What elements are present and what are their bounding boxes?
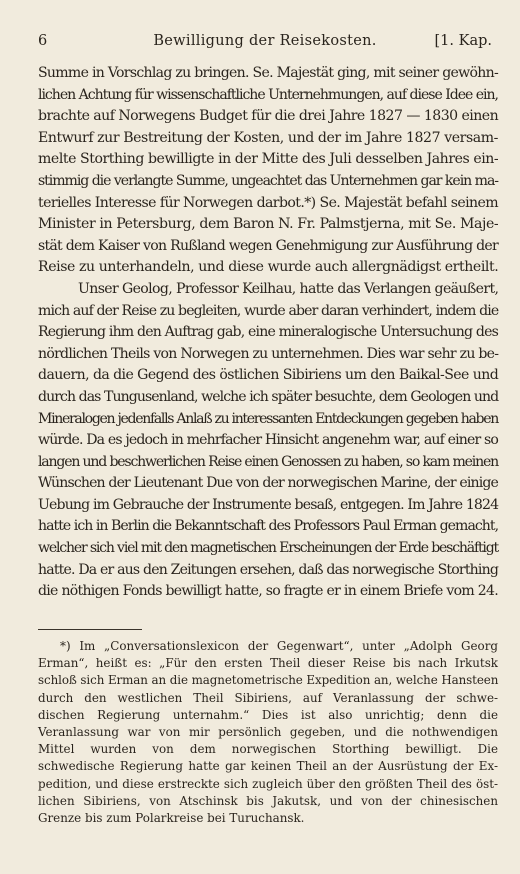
footnote-line: schloß sich Erman an die magnetometrische Expedition an, welche Hansteen [38,673,499,688]
footnote [38,638,498,827]
footnote-line: Mittel wurden von dem norwegischen Storthing bewilligt. Die [38,742,498,757]
text-line: melte Storthing bewilligte in der Mitte des Juli desselben Jahres ein- [38,151,499,168]
text-line: welcher sich viel mit den magnetischen Erscheinungen der Erde beschäftigt [38,540,498,557]
text-line: stimmig die verlangte Summe, ungeachtet das Unternehmen gar kein ma- [38,172,498,189]
footnote-divider [38,629,142,630]
text-line: Unser Geolog, Professor Keilhau, hatte das Verlangen geäußert, [78,280,499,297]
text-line: langen und beschwerlichen Reise einen Genossen zu haben, so kam meinen [38,453,498,470]
running-head: Bewilligung der Reisekosten. [153,33,377,49]
text-line: brachte auf Norwegens Budget für die drei Jahre 1827 — 1830 einen [38,108,499,125]
footnote-line: Erman“, heißt es: „Für den ersten Theil dieser Reise bis nach Irkutsk [38,656,498,671]
footnote-line: dischen Regierung unternahm.“ Dies ist also unrichtig; denn die [38,707,498,722]
text-line: Summe in Vorschlag zu bringen. Se. Majestät ging, mit seiner gewöhn- [38,65,498,81]
footnote-line: durch den westlichen Theil Sibiriens, auf Veranlassung der schwe- [38,690,498,705]
text-line: hatte ich in Berlin die Bekanntschaft des Professors Paul Erman gemacht, [38,518,499,535]
text-line: nördlichen Theils von Norwegen zu unternehmen. Dies war sehr zu be- [38,345,499,362]
text-line: würde. Da es jedoch in mehrfacher Hinsicht angenehm war, auf einer so [38,432,498,449]
text-line: Regierung ihm den Auftrag gab, eine mineralogische Untersuchung des [38,324,498,341]
text-line: dauern, da die Gegend des östlichen Sibiriens um den Baikal-See und [38,367,499,384]
text-line: terielles Interesse für Norwegen darbot.*) Se. Majestät befahl seinem [38,194,498,211]
footnote-line: pedition, und diese erstreckte sich zugleich über den größten Theil des öst- [38,776,498,791]
page-header [38,30,492,52]
footnote-line: Grenze bis zum Polarkreise bei Turuchansk. [38,810,305,825]
text-line: stät dem Kaiser von Rußland wegen Genehmigung zur Ausführung der [38,237,498,254]
footnote-line: lichen Sibiriens, von Atschinsk bis Jakutsk, und von der chinesischen [38,793,498,808]
main-text [38,63,498,603]
text-line: Mineralogen jedenfalls Anlaß zu interessanten Entdeckungen gegeben haben [38,410,498,427]
text-line: Entwurf zur Bestreitung der Kosten, und der im Jahre 1827 versam- [38,129,498,146]
text-line: hatte. Da er aus den Zeitungen ersehen, daß das norwegische Storthing [38,561,499,578]
page-number: 6 [38,33,48,49]
footnote-line: schwedische Regierung hatte gar keinen Theil an der Ausrüstung der Ex- [38,759,498,774]
text-line: durch das Tungusenland, welche ich später besuchte, dem Geologen und [38,388,499,405]
text-line: die nöthigen Fonds bewilligt hatte, so fragte er in einem Briefe vom 24. [38,583,498,600]
text-line: Wünschen der Lieutenant Due von der norwegischen Marine, der einige [38,475,498,492]
text-line: Uebung im Gebrauche der Instrumente besaß, entgegen. Im Jahre 1824 [38,496,499,513]
footnote-line: *) Im „Conversationslexicon der Gegenwart“, unter „Adolph Georg [60,639,498,653]
text-line: mich auf der Reise zu begleiten, wurde aber daran verhindert, indem die [38,302,499,319]
chapter-marker: [1. Kap. [434,33,492,49]
text-line: Minister in Petersburg, dem Baron N. Fr. Palmstjerna, mit Se. Maje- [38,216,499,233]
text-line: lichen Achtung für wissenschaftliche Unternehmungen, auf diese Idee ein, [38,86,498,103]
footnote-line: Veranlassung war von mir persönlich gegeben, und die nothwendigen [38,724,498,739]
text-line: Reise zu unterhandeln, und diese wurde auch allergnädigst ertheilt. [38,259,499,276]
